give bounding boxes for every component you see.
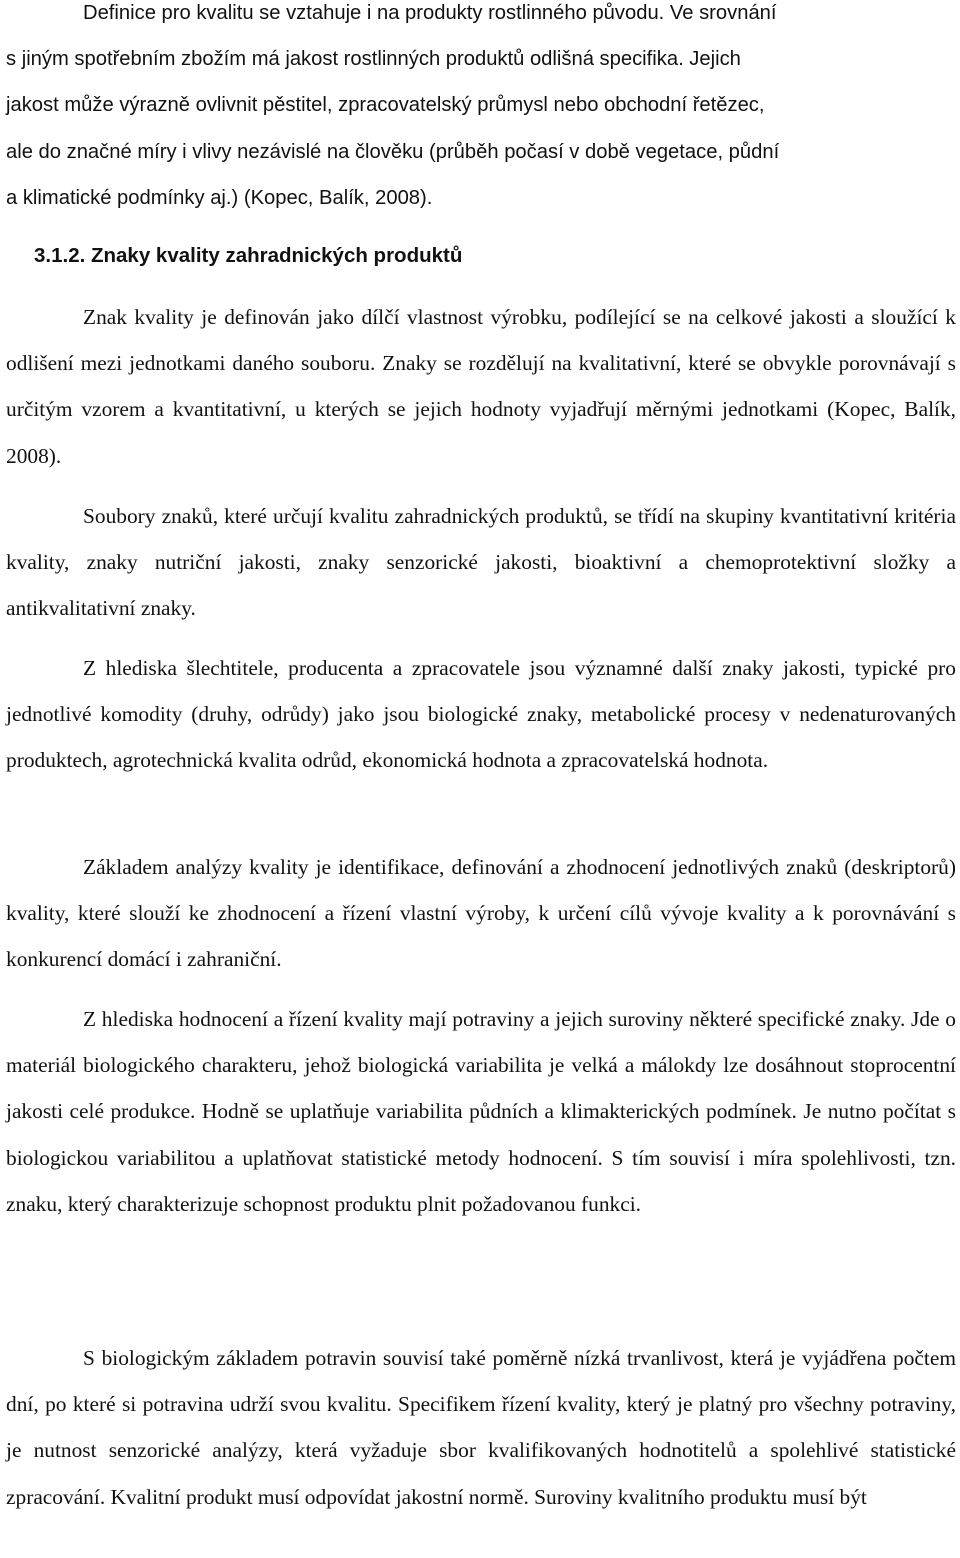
body-paragraph: Soubory znaků, které určují kvalitu zahradnických produktů, se třídí na skupiny kvantitativní kritéria kvality, znaky nutriční jakosti, znaky senzorické jakosti, bioaktivní a chemoprotektivní složky a antikvalitativní znaky. [6, 504, 956, 621]
body-paragraph: Znak kvality je definován jako dílčí vlastnost výrobku, podílející se na celkové jakosti a sloužící k odlišení mezi jednotkami daného souboru. Znaky se rozdělují na kvalitativní, které se obvykle porovnávají s určitým vzorem a kvantitativní, u kterých se jejich hodnoty vyjadřují měrnými jednotkami (Kopec, Balík, 2008). [6, 305, 956, 468]
intro-line: ale do značné míry i vlivy nezávislé na člověku (průběh počasí v době vegetace, půdní [6, 140, 780, 163]
body-paragraph: Základem analýzy kvality je identifikace, definování a zhodnocení jednotlivých znaků (deskriptorů) kvality, které slouží ke zhodnocení a řízení vlastní výroby, k určení cílů vývoje kvality a k porovnávání s konkurencí domácí i zahraniční. [6, 855, 956, 972]
section-heading: 3.1.2. Znaky kvality zahradnických produktů [34, 244, 463, 267]
body-paragraph: Z hlediska šlechtitele, producenta a zpracovatele jsou významné další znaky jakosti, typické pro jednotlivé komodity (druhy, odrůdy) jako jsou biologické znaky, metabolické procesy v nedenaturovaných produktech, agrotechnická kvalita odrůd, ekonomická hodnota a zpracovatelská hodnota. [6, 656, 956, 773]
intro-paragraph [6, 0, 956, 221]
intro-line: jakost může výrazně ovlivnit pěstitel, zpracovatelský průmysl nebo obchodní řetězec, [6, 94, 765, 117]
intro-line: Definice pro kvalitu se vztahuje i na produkty rostlinného původu. Ve srovnání [83, 2, 777, 24]
intro-line: a klimatické podmínky aj.) (Kopec, Balík, 2008). [6, 186, 433, 209]
body-paragraph: S biologickým základem potravin souvisí také poměrně nízká trvanlivost, která je vyjádřena počtem dní, po které si potravina udrží svou kvalitu. Specifikem řízení kvality, který je platný pro všechny potraviny, je nutnost senzorické analýzy, která vyžaduje sbor kvalifikovaných hodnotitelů a spolehlivé statistické zpracování. Kvalitní produkt musí odpovídat jakostní normě. Suroviny kvalitního produktu musí být [6, 1346, 956, 1509]
body-paragraph: Z hlediska hodnocení a řízení kvality mají potraviny a jejich suroviny některé specifické znaky. Jde o materiál biologického charakteru, jehož biologická variabilita je velká a málokdy lze dosáhnout stoprocentní jakosti celé produkce. Hodně se uplatňuje variabilita půdních a klimakterických podmínek. Je nutno počítat s biologickou variabilitou a uplatňovat statistické metody hodnocení. S tím souvisí i míra spolehlivosti, tzn. znaku, který charakterizuje schopnost produktu plnit požadovanou funkci. [6, 1007, 956, 1216]
intro-line: s jiným spotřebním zbožím má jakost rostlinných produktů odlišná specifika. Jejich [6, 48, 741, 71]
